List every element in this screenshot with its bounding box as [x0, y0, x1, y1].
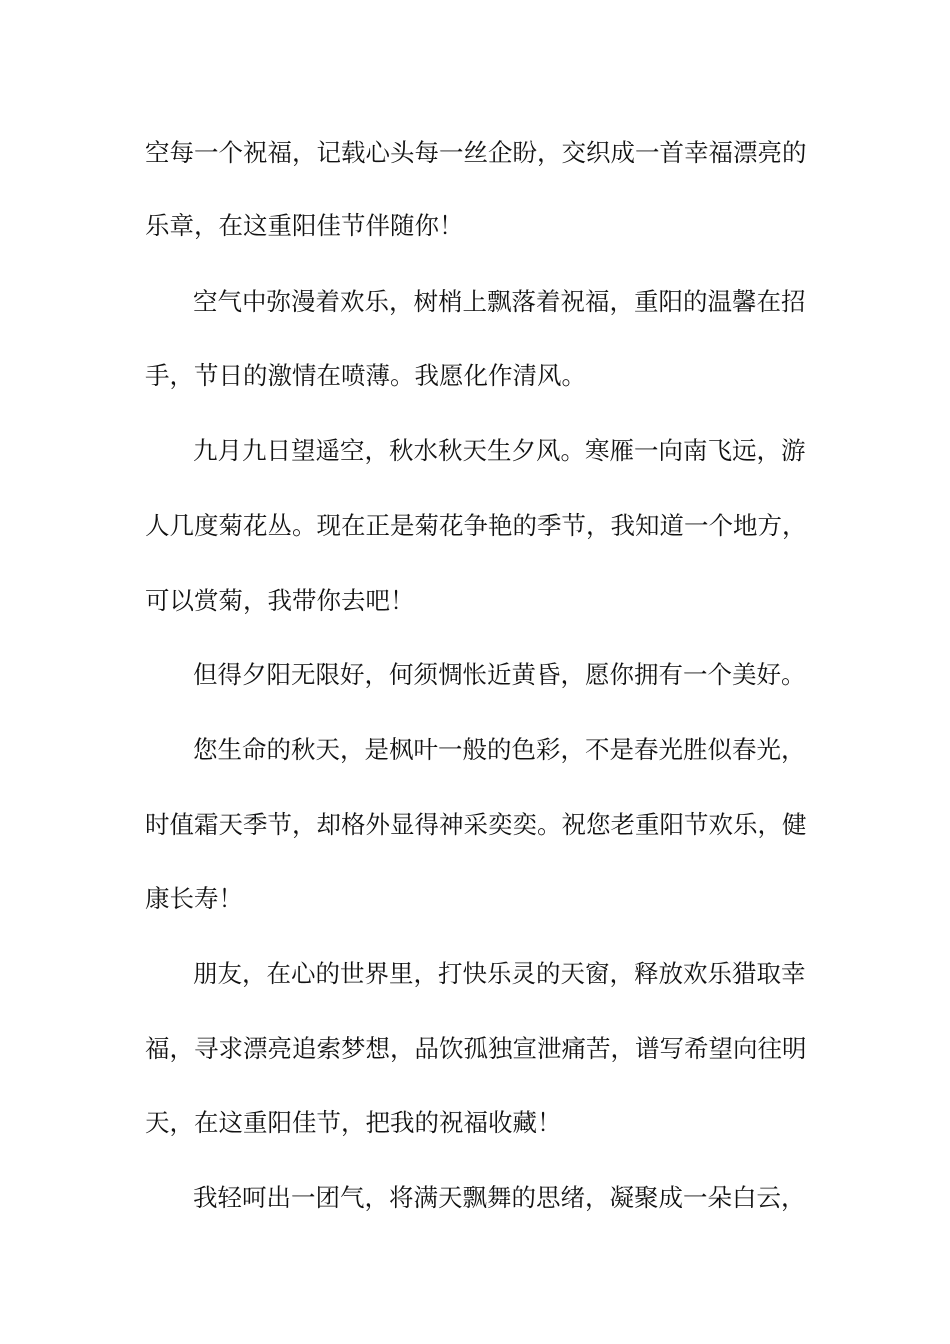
text-line: 福，寻求漂亮追索梦想，品饮孤独宣泄痛苦，谱写希望向往明: [145, 1034, 807, 1063]
text-line: 人几度菊花丛。现在正是菊花争艳的季节，我知道一个地方，: [145, 511, 807, 540]
text-line: 手，节日的激情在喷薄。我愿化作清风。: [145, 361, 586, 390]
paragraph-start-line: 我轻呵出一团气，将满天飘舞的思绪，凝聚成一朵白云，: [193, 1183, 806, 1212]
paragraph-start-line: 朋友，在心的世界里，打快乐灵的天窗，释放欢乐猎取幸: [193, 959, 806, 988]
paragraph-start-line: 空气中弥漫着欢乐，树梢上飘落着祝福，重阳的温馨在招: [193, 287, 806, 316]
paragraph-start-line: 但得夕阳无限好，何须惆怅近黄昏，愿你拥有一个美好。: [193, 660, 806, 689]
text-line: 乐章，在这重阳佳节伴随你！: [145, 211, 464, 240]
paragraph-start-line: 您生命的秋天，是枫叶一般的色彩，不是春光胜似春光，: [193, 735, 806, 764]
paragraph-start-line: 九月九日望遥空，秋水秋天生夕风。寒雁一向南飞远，游: [193, 436, 806, 465]
text-line: 空每一个祝福，记载心头每一丝企盼，交织成一首幸福漂亮的: [145, 138, 807, 167]
text-line: 天，在这重阳佳节，把我的祝福收藏！: [145, 1108, 562, 1137]
text-line: 可以赏菊，我带你去吧！: [145, 586, 415, 615]
text-line: 时值霜天季节，却格外显得神采奕奕。祝您老重阳节欢乐，健: [145, 810, 807, 839]
text-line: 康长寿！: [145, 884, 243, 913]
